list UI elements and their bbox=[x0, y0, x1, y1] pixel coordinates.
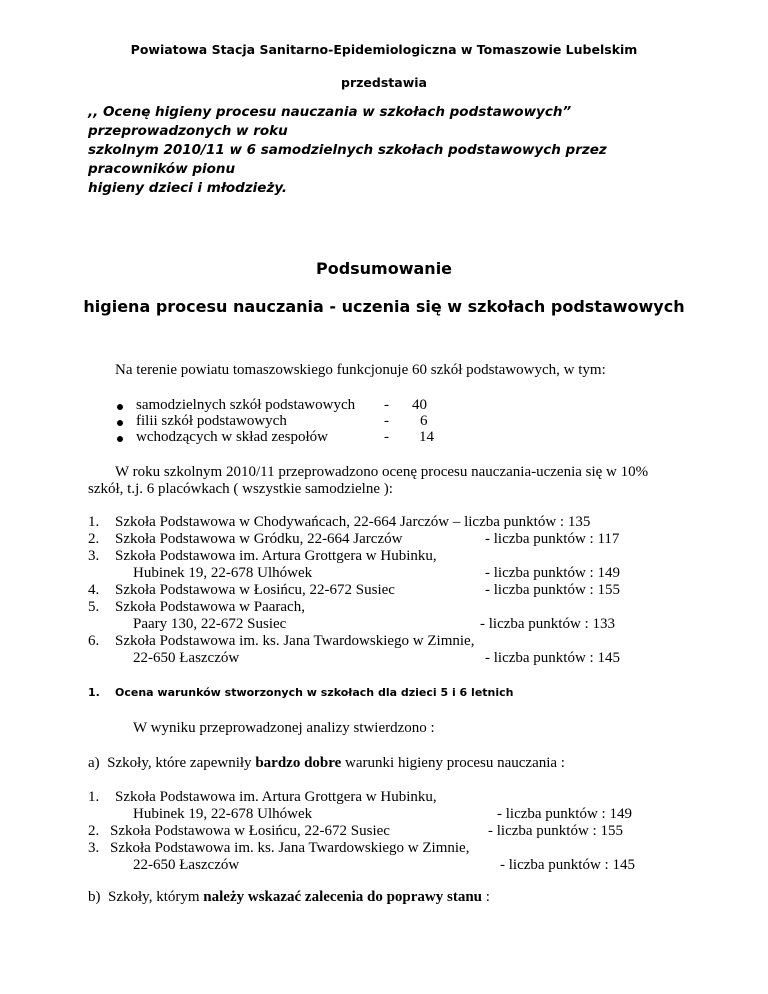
list-item-text: Szkoła Podstawowa im. ks. Jana Twardowskiego w Zimnie, bbox=[110, 840, 470, 856]
list-item-number: 5. bbox=[88, 599, 100, 615]
list-item-number: 3. bbox=[88, 840, 100, 856]
intro-line-2: szkolnym 2010/11 w 6 samodzielnych szkołach podstawowych przez pracowników pionu bbox=[88, 142, 607, 177]
list-item-text: Paary 130, 22-672 Susiec bbox=[133, 616, 287, 632]
list-item-text: Hubinek 19, 22-678 Ulhówek bbox=[133, 565, 313, 581]
list-item-text: Hubinek 19, 22-678 Ulhówek bbox=[133, 806, 313, 822]
list-item-text: Szkoła Podstawowa im. Artura Grottgera w Hubinku, bbox=[115, 548, 437, 564]
stats-item-label: filii szkół podstawowych bbox=[136, 413, 287, 429]
bullet-icon bbox=[117, 404, 123, 410]
point-b-prefix: b) Szkoły, którym bbox=[88, 889, 204, 905]
bullet-icon bbox=[117, 420, 123, 426]
list-item-points: - liczba punktów : 155 bbox=[488, 823, 623, 839]
list-item-text: 22-650 Łaszczów bbox=[133, 650, 240, 666]
point-a-bold: bardzo dobre bbox=[255, 755, 342, 771]
stats-intro: Na terenie powiatu tomaszowskiego funkcjonuje 60 szkół podstawowych, w tym: bbox=[115, 362, 606, 378]
stats-item-dash: - bbox=[384, 413, 389, 429]
point-b-suffix: : bbox=[482, 889, 490, 905]
list-item-points: - liczba punktów : 145 bbox=[485, 650, 620, 666]
list-item-points: - liczba punktów : 149 bbox=[497, 806, 632, 822]
point-b-bold: należy wskazać zalecenia do poprawy stanu bbox=[203, 889, 483, 905]
bullet-icon bbox=[117, 436, 123, 442]
point-b bbox=[88, 889, 490, 906]
list-item-points: - liczba punktów : 145 bbox=[500, 857, 635, 873]
list-item-number: 1. bbox=[88, 514, 100, 530]
stats-item-value: 6 bbox=[420, 413, 428, 429]
intro-line-3: higieny dzieci i młodzieży. bbox=[88, 180, 288, 196]
list-item-text: Szkoła Podstawowa w Chodywańcach, 22-664 Jarczów – liczba punktów : 135 bbox=[115, 514, 591, 530]
list-item-number: 2. bbox=[88, 823, 100, 839]
list-item-number: 3. bbox=[88, 548, 100, 564]
assessment-line-1: W roku szkolnym 2010/11 przeprowadzono ocenę procesu nauczania-uczenia się w 10% bbox=[115, 464, 649, 480]
list-item-points: - liczba punktów : 149 bbox=[485, 565, 620, 581]
list-item-text: 22-650 Łaszczów bbox=[133, 857, 240, 873]
list-item-number: 2. bbox=[88, 531, 100, 547]
list-item-number: 6. bbox=[88, 633, 100, 649]
list-item-text: Szkoła Podstawowa w Łosińcu, 22-672 Susiec bbox=[115, 582, 395, 598]
list-item-points: - liczba punktów : 155 bbox=[485, 582, 620, 598]
point-a-suffix: warunki higieny procesu nauczania : bbox=[341, 755, 565, 771]
list-item-points: - liczba punktów : 117 bbox=[485, 531, 620, 547]
list-item-text: Szkoła Podstawowa im. Artura Grottgera w Hubinku, bbox=[115, 789, 437, 805]
list-item-points: - liczba punktów : 133 bbox=[480, 616, 615, 632]
section-title: Ocena warunków stworzonych w szkołach dla dzieci 5 i 6 letnich bbox=[115, 686, 514, 699]
intro-line-1: ,, Ocenę higieny procesu nauczania w szkołach podstawowych” przeprowadzonych w roku bbox=[88, 104, 572, 139]
stats-item-dash: - bbox=[384, 397, 389, 413]
point-a bbox=[88, 755, 565, 772]
list-item-text: Szkoła Podstawowa w Łosińcu, 22-672 Susiec bbox=[110, 823, 390, 839]
list-item-text: Szkoła Podstawowa im. ks. Jana Twardowskiego w Zimnie, bbox=[115, 633, 475, 649]
list-item-number: 4. bbox=[88, 582, 100, 598]
stats-item-dash: - bbox=[384, 429, 389, 445]
intro-title bbox=[88, 103, 708, 198]
analysis-text: W wyniku przeprowadzonej analizy stwierdzono : bbox=[133, 720, 435, 736]
stats-item-label: wchodzących w skład zespołów bbox=[136, 429, 329, 445]
presents-label: przedstawia bbox=[341, 75, 427, 90]
stats-item-value: 14 bbox=[419, 429, 434, 445]
stats-item-label: samodzielnych szkół podstawowych bbox=[136, 397, 356, 413]
assessment-line-2: szkół, t.j. 6 placówkach ( wszystkie samodzielne ): bbox=[88, 481, 393, 497]
list-item-text: Szkoła Podstawowa w Gródku, 22-664 Jarczów bbox=[115, 531, 403, 547]
organization-name: Powiatowa Stacja Sanitarno-Epidemiologiczna w Tomaszowie Lubelskim bbox=[130, 42, 638, 57]
point-a-prefix: a) Szkoły, które zapewniły bbox=[88, 755, 256, 771]
list-item-number: 1. bbox=[88, 789, 100, 805]
section-number: 1. bbox=[88, 686, 100, 699]
summary-subtitle: higiena procesu nauczania - uczenia się w szkołach podstawowych bbox=[83, 297, 685, 316]
list-item-text: Szkoła Podstawowa w Paarach, bbox=[115, 599, 305, 615]
stats-item-value: 40 bbox=[412, 397, 427, 413]
summary-title: Podsumowanie bbox=[315, 259, 453, 278]
